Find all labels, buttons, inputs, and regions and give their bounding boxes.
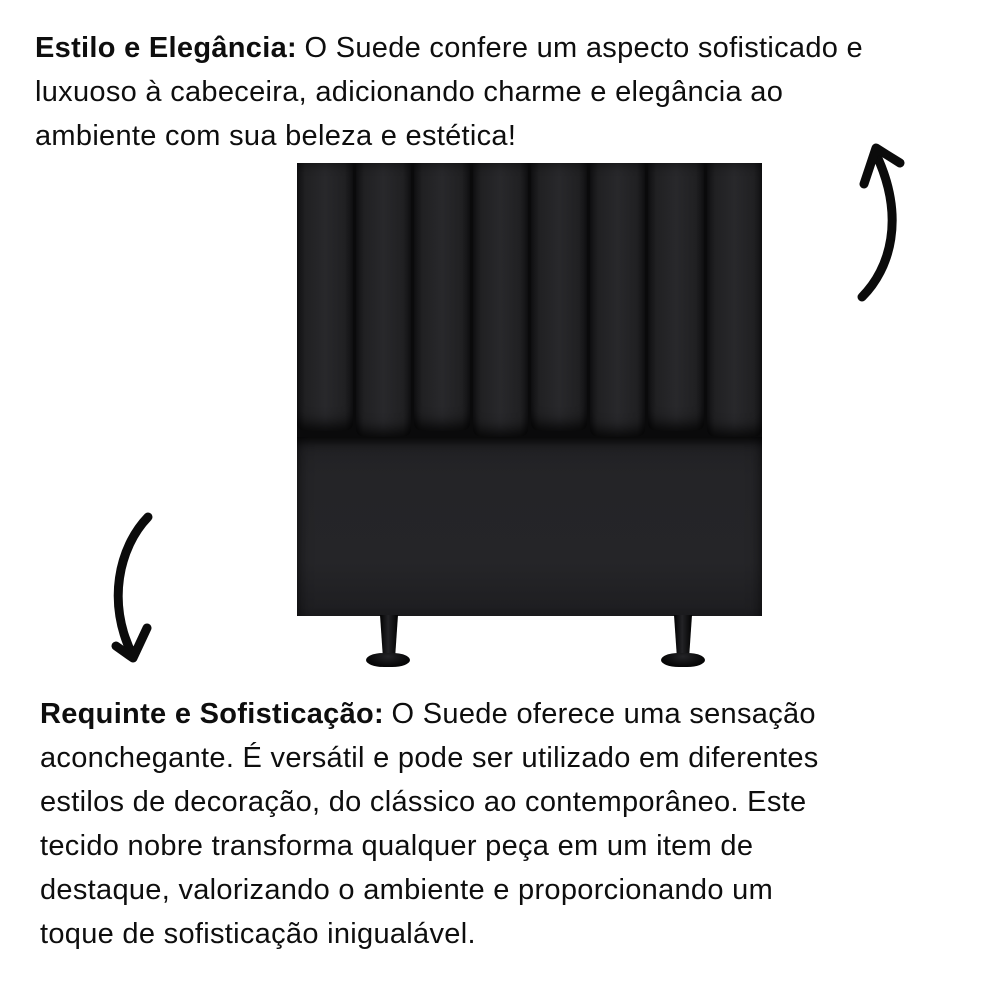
paragraph-text: O Suede oferece uma sensação bbox=[391, 698, 816, 730]
paragraph-line: estilos de decoração, do clássico ao contemporâneo. Este bbox=[40, 786, 807, 818]
headboard-panels bbox=[297, 163, 762, 437]
paragraph-line: toque de sofisticação inigualável. bbox=[40, 918, 476, 950]
headboard-panel bbox=[531, 163, 587, 431]
top-paragraph bbox=[35, 26, 863, 158]
paragraph-line: tecido nobre transforma qualquer peça em um item de bbox=[40, 830, 754, 862]
paragraph-heading: Requinte e Sofisticação: bbox=[40, 698, 384, 730]
headboard-panel bbox=[414, 163, 470, 431]
curved-arrow-up-icon bbox=[845, 132, 915, 307]
headboard-left-foot bbox=[366, 653, 410, 667]
paragraph-heading: Estilo e Elegância: bbox=[35, 32, 297, 64]
paragraph-line: aconchegante. É versátil e pode ser utilizado em diferentes bbox=[40, 742, 819, 774]
headboard-panel bbox=[707, 163, 763, 437]
headboard-right-foot bbox=[661, 653, 705, 667]
paragraph-line: luxuoso à cabeceira, adicionando charme e elegância ao bbox=[35, 76, 784, 108]
paragraph-line bbox=[40, 692, 819, 736]
headboard-panel bbox=[648, 163, 704, 431]
paragraph-line: destaque, valorizando o ambiente e proporcionando um bbox=[40, 874, 774, 906]
paragraph-line bbox=[35, 26, 863, 70]
curved-arrow-down-icon bbox=[98, 505, 160, 670]
paragraph-text: O Suede confere um aspecto sofisticado e bbox=[304, 32, 863, 64]
headboard-panel bbox=[297, 163, 353, 431]
headboard-panel bbox=[590, 163, 646, 437]
headboard-image bbox=[297, 163, 762, 668]
headboard-panel bbox=[473, 163, 529, 437]
headboard-base bbox=[297, 437, 762, 616]
headboard-right-leg bbox=[674, 615, 692, 657]
bottom-paragraph bbox=[40, 692, 819, 956]
headboard-panel bbox=[356, 163, 412, 437]
paragraph-line: ambiente com sua beleza e estética! bbox=[35, 120, 517, 152]
headboard-left-leg bbox=[380, 615, 398, 657]
